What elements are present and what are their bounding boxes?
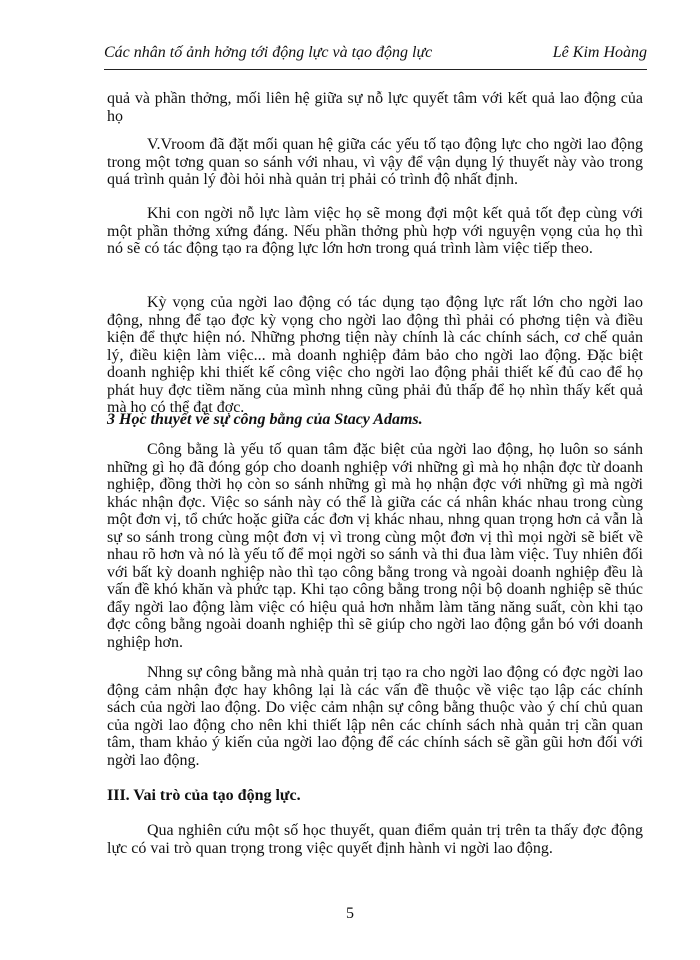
paragraph-conclusion: Qua nghiên cứu một số học thuyết, quan điểm quản trị trên ta thấy đợc động lực có vai trò quan trọng trong việc quyết định hành vi ngời lao động.: [107, 822, 643, 857]
header-title: Các nhân tố ảnh hởng tới động lực và tạo động lực: [104, 44, 433, 61]
paragraph-expectation: Kỳ vọng của ngời lao động có tác dụng tạo động lực rất lớn cho ngời lao động, nhng để tạo đợc kỳ vọng cho ngời lao động thì phải có phơng tiện và điều kiện để thực hiện nó. Những phơng tiện này chính là các chính sách, cơ chế quản lý, điều kiện làm việc... mà doanh nghiệp đảm bảo cho ngời lao động. Đặc biệt doanh nghiệp khi thiết kế công việc cho ngời lao động phải thiết kế đủ cao để họ phát huy đợc tiềm năng của mình nhng cũng phải đủ thấp để họ nhìn thấy kết quả mà họ có thể đạt đợc.: [107, 294, 643, 416]
page-number: 5: [346, 905, 354, 922]
header-rule: [104, 69, 647, 70]
header-author: Lê Kim Hoàng: [552, 44, 647, 61]
paragraph-fairness-policy: Nhng sự công bằng mà nhà quản trị tạo ra cho ngời lao động có đợc ngời lao động cảm nhận đợc hay không lại là các vấn đề thuộc về việc tạo lập các chính sách của ngời lao động. Do việc cảm nhận sự công bằng thuộc vào ý chí chủ quan của ngời lao động cho nên khi thiết lập nên các chính sách nhà quản trị cần quan tâm, tham khảo ý kiến của ngời lao động để các chính sách sẽ gần gũi hơn đối với ngời lao động.: [107, 664, 643, 769]
paragraph-vroom: V.Vroom đã đặt mối quan hệ giữa các yếu tố tạo động lực cho ngời lao động trong một tơng quan so sánh với nhau, vì vậy để vận dụng lý thuyết này vào trong quá trình quản lý đòi hỏi nhà quản trị phải có trình độ nhất định.: [107, 136, 643, 188]
section-heading-adams: 3 Học thuyết về sự công bằng của Stacy Adams.: [107, 411, 423, 428]
section-heading-role: III. Vai trò của tạo động lực.: [107, 787, 301, 804]
paragraph-equity: Công bằng là yếu tố quan tâm đặc biệt của ngời lao động, họ luôn so sánh những gì họ đã đóng góp cho doanh nghiệp với những gì mà họ nhận đợc từ doanh nghiệp, đồng thời họ còn so sánh những gì mà họ nhận đợc với những gì mà ngời khác nhận đợc. Việc so sánh này có thể là giữa các cá nhân khác nhau trong cùng một đơn vị, tổ chức hoặc giữa các đơn vị khác nhau, nhng quan trọng hơn cả vẫn là sự so sánh trong cùng một đơn vị vì trong cùng một đơn vị thì mọi ngời sẽ biết về nhau rõ hơn và nó là yếu tố để mọi ngời so sánh và thi đua làm việc. Tuy nhiên đối với bất kỳ doanh nghiệp nào thì tạo công bằng trong và ngoài doanh nghiệp đều là vấn đề khó khăn và phức tạp. Khi tạo công bằng trong nội bộ doanh nghiệp sẽ thúc đẩy ngời lao động làm việc có hiệu quả hơn nhằm làm tăng năng suất, còn khi tạo đợc công bằng ngoài doanh nghiệp thì sẽ giúp cho ngời lao động gắn bó với doanh nghiệp hơn.: [107, 441, 643, 651]
running-header: [104, 44, 647, 66]
paragraph-reward: Khi con ngời nỗ lực làm việc họ sẽ mong đợi một kết quả tốt đẹp cùng với một phần thởng xứng đáng. Nếu phần thởng phù hợp với nguyện vọng của họ thì nó sẽ có tác động tạo ra động lực lớn hơn trong quá trình làm việc tiếp theo.: [107, 205, 643, 257]
paragraph-continuation: quả và phần thởng, mối liên hệ giữa sự nỗ lực quyết tâm với kết quả lao động của họ: [107, 90, 643, 125]
